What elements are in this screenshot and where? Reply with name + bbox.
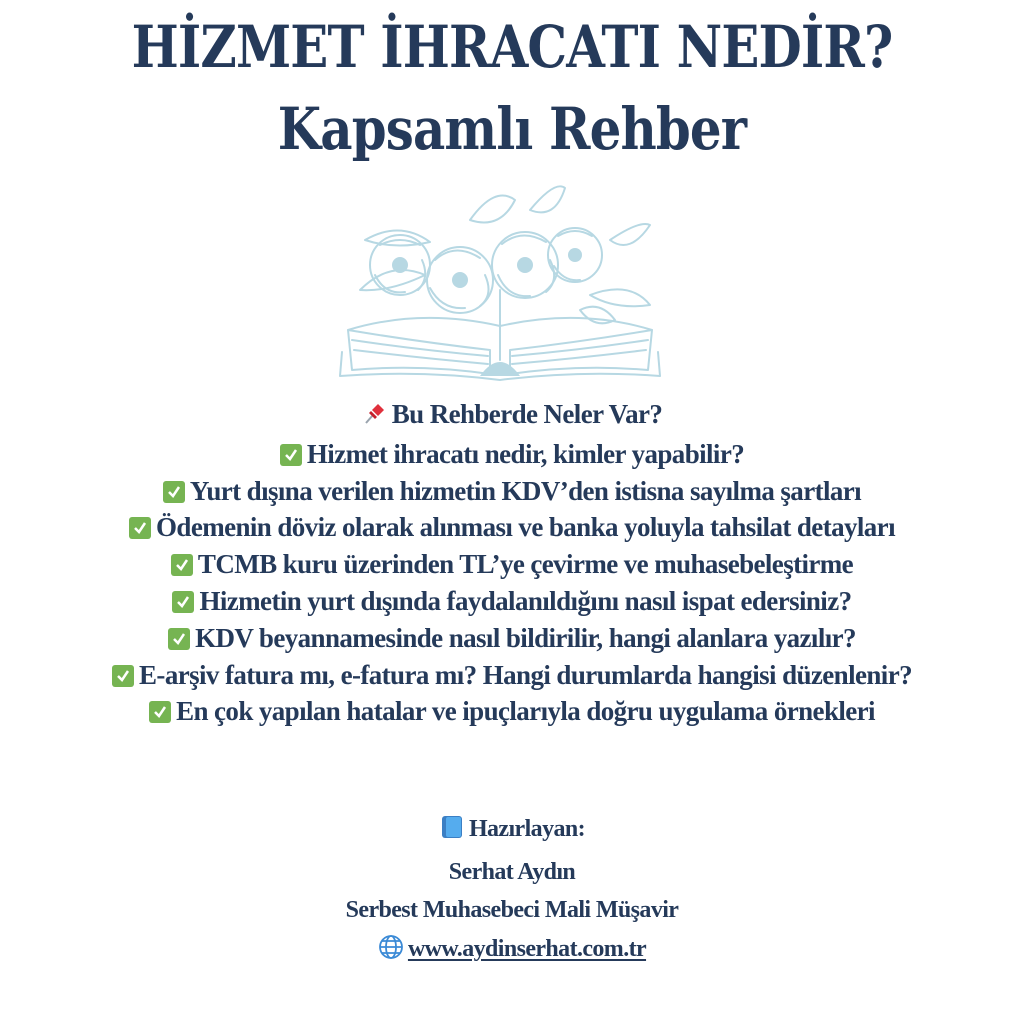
globe-icon xyxy=(378,934,404,973)
check-mark-button-icon xyxy=(171,554,193,576)
toc-item: KDV beyannamesinde nasıl bildirilir, hangi alanlara yazılır? xyxy=(40,620,984,657)
toc-item: TCMB kuru üzerinden TL’ye çevirme ve muhasebeleştirme xyxy=(40,546,984,583)
author-name: Serhat Aydın xyxy=(448,858,576,885)
toc-item: En çok yapılan hatalar ve ipuçlarıyla doğru uygulama örnekleri xyxy=(40,693,984,730)
check-mark-button-icon xyxy=(149,701,171,723)
check-mark-button-icon xyxy=(112,665,134,687)
toc-item: Ödemenin döviz olarak alınması ve banka yoluyla tahsilat detayları xyxy=(40,509,984,546)
check-mark-button-icon xyxy=(163,481,185,503)
toc-item: Hizmetin yurt dışında faydalanıldığını nasıl ispat edersiniz? xyxy=(40,583,984,620)
check-mark-button-icon xyxy=(280,444,302,466)
author-role: Serbest Muhasebeci Mali Müşavir xyxy=(345,897,679,923)
prepared-by-label: Hazırlayan: xyxy=(0,810,1024,853)
toc-item: E-arşiv fatura mı, e-fatura mı? Hangi durumlarda hangisi düzenlenir? xyxy=(102,657,922,694)
page-title-line-2: Kapsamlı Rehber xyxy=(277,95,747,163)
website-link[interactable]: www.aydinserhat.com.tr xyxy=(407,935,647,962)
check-mark-button-icon xyxy=(129,517,151,539)
check-mark-button-icon xyxy=(172,591,194,613)
author-block xyxy=(0,810,1024,972)
website-line xyxy=(0,930,1024,973)
table-of-contents xyxy=(40,396,984,730)
toc-item: Yurt dışına verilen hizmetin KDV’den istisna sayılma şartları xyxy=(40,473,984,510)
page-title-line-1: HİZMET İHRACATI NEDİR? xyxy=(131,13,893,81)
toc-item: Hizmet ihracatı nedir, kimler yapabilir? xyxy=(40,436,984,473)
check-mark-button-icon xyxy=(168,628,190,650)
book-flowers-illustration xyxy=(330,180,670,390)
toc-heading: Bu Rehberde Neler Var? xyxy=(40,396,984,436)
blue-book-icon xyxy=(439,814,465,853)
pushpin-icon xyxy=(362,399,386,436)
